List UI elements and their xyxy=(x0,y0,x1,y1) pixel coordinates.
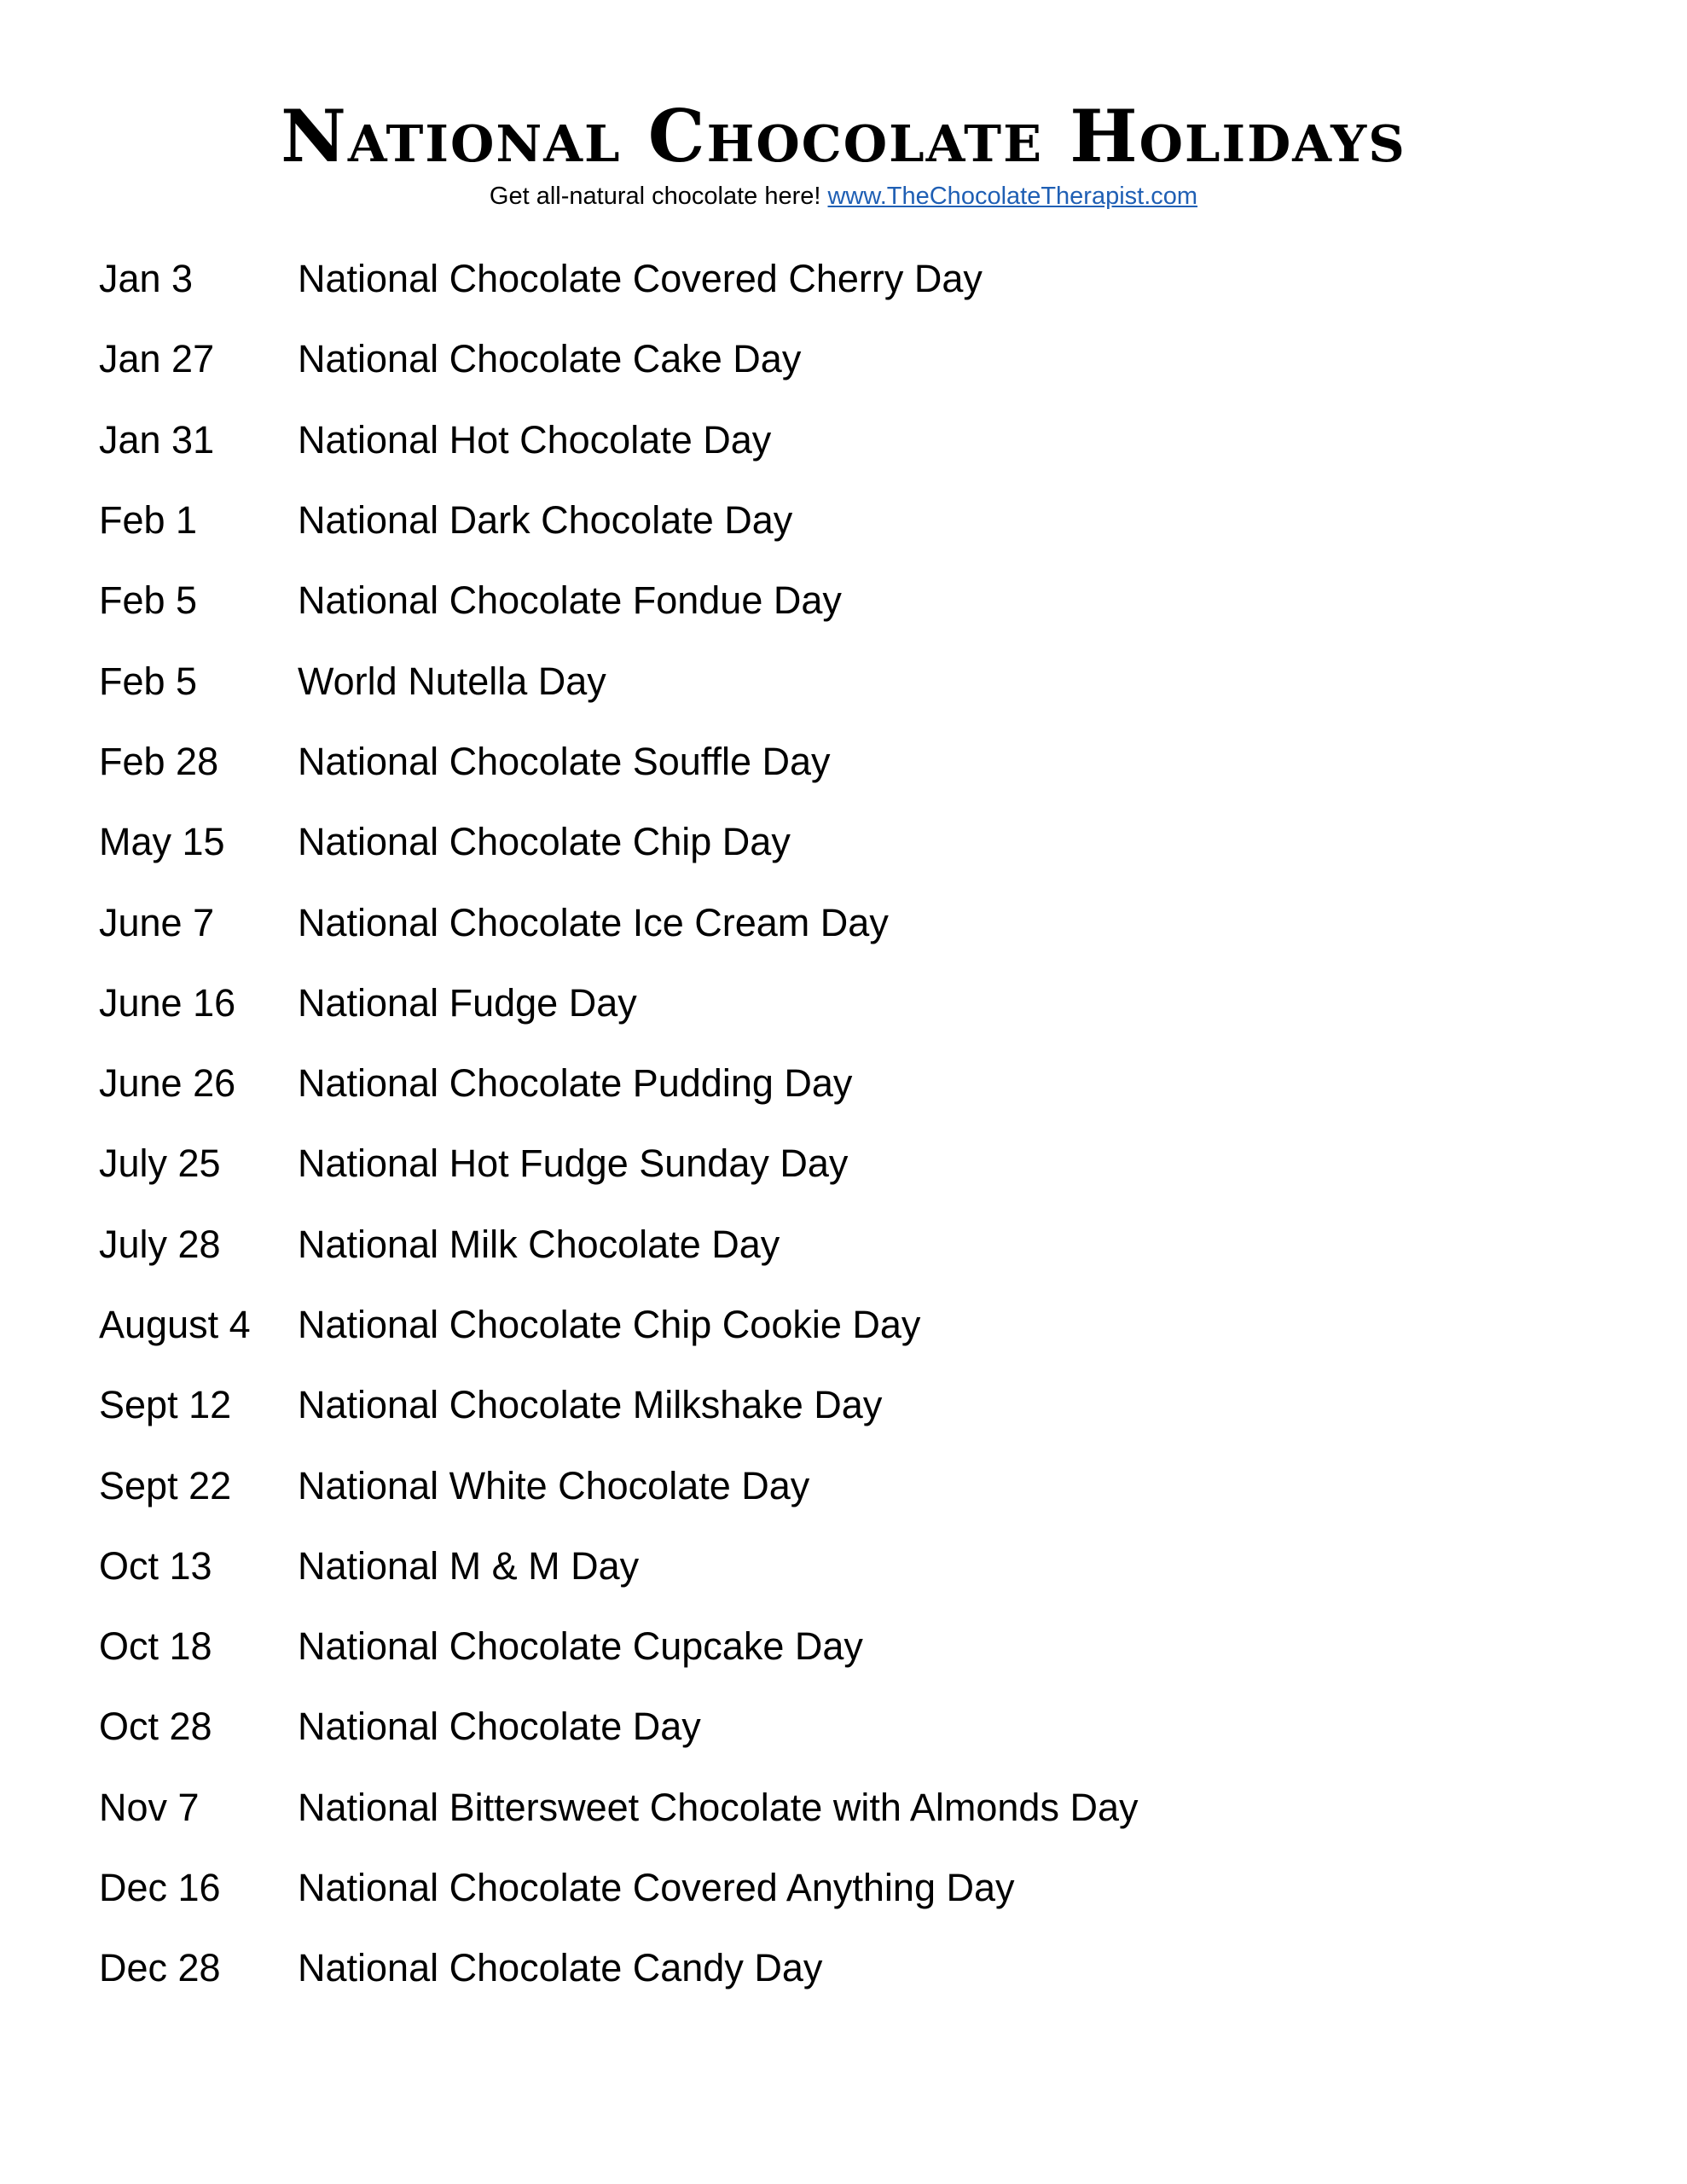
holiday-row xyxy=(99,1445,1600,1525)
holiday-date: June 26 xyxy=(99,1061,236,1106)
holiday-name: National Hot Fudge Sunday Day xyxy=(298,1141,849,1186)
holiday-name: National Chocolate Covered Cherry Day xyxy=(298,257,983,301)
holiday-row xyxy=(99,1848,1600,1928)
holiday-date: Oct 28 xyxy=(99,1705,212,1749)
holiday-row xyxy=(99,1205,1600,1285)
holiday-date: Jan 3 xyxy=(99,257,194,301)
holiday-name: National Chocolate Fondue Day xyxy=(298,578,842,623)
holiday-row xyxy=(99,400,1600,480)
holiday-row xyxy=(99,561,1600,641)
holiday-row xyxy=(99,802,1600,882)
holiday-row xyxy=(99,882,1600,962)
holiday-row xyxy=(99,1285,1600,1365)
holiday-date: Feb 5 xyxy=(99,578,198,623)
holiday-date: July 25 xyxy=(99,1141,221,1186)
holiday-date: Sept 22 xyxy=(99,1463,232,1507)
holiday-date: June 16 xyxy=(99,980,236,1025)
holiday-name: National Chocolate Pudding Day xyxy=(298,1061,853,1106)
holiday-name: World Nutella Day xyxy=(298,659,606,703)
holiday-name: National Milk Chocolate Day xyxy=(298,1222,780,1266)
holiday-row xyxy=(99,1768,1600,1848)
holiday-name: National Dark Chocolate Day xyxy=(298,498,793,543)
holiday-date: Sept 12 xyxy=(99,1383,232,1427)
holiday-name: National Chocolate Milkshake Day xyxy=(298,1383,883,1427)
holiday-row xyxy=(99,1526,1600,1606)
holiday-name: National Chocolate Cake Day xyxy=(298,337,802,381)
holiday-name: National Chocolate Chip Day xyxy=(298,820,791,864)
holiday-date: Feb 5 xyxy=(99,659,198,703)
holiday-name: National Chocolate Cupcake Day xyxy=(298,1624,863,1669)
holiday-date: Jan 31 xyxy=(99,417,215,462)
holiday-row xyxy=(99,641,1600,721)
holiday-row xyxy=(99,1365,1600,1445)
holiday-date: Oct 13 xyxy=(99,1543,212,1588)
holiday-row xyxy=(99,1124,1600,1204)
website-link[interactable]: www.TheChocolateTherapist.com xyxy=(827,183,1198,210)
holiday-name: National Hot Chocolate Day xyxy=(298,417,772,462)
subtitle-text: Get all-natural chocolate here! xyxy=(489,183,821,210)
holiday-row xyxy=(99,1928,1600,2008)
holiday-name: National Chocolate Day xyxy=(298,1705,701,1749)
holiday-name: National Fudge Day xyxy=(298,980,637,1025)
holiday-list xyxy=(99,239,1600,2009)
holiday-date: May 15 xyxy=(99,820,225,864)
holiday-date: August 4 xyxy=(99,1303,251,1346)
holiday-date: Feb 28 xyxy=(99,739,219,783)
holiday-name: National Chocolate Ice Cream Day xyxy=(298,900,889,944)
holiday-name: National Chocolate Covered Anything Day xyxy=(298,1866,1015,1910)
subtitle xyxy=(0,181,1687,212)
holiday-row xyxy=(99,319,1600,399)
holiday-date: July 28 xyxy=(99,1222,221,1266)
holiday-name: National Bittersweet Chocolate with Almonds Day xyxy=(298,1785,1139,1829)
holiday-row xyxy=(99,1043,1600,1124)
holiday-row xyxy=(99,963,1600,1043)
holiday-date: Feb 1 xyxy=(99,498,198,543)
holiday-date: Nov 7 xyxy=(99,1785,200,1829)
holiday-row xyxy=(99,722,1600,802)
holiday-date: June 7 xyxy=(99,900,215,944)
holiday-date: Oct 18 xyxy=(99,1624,212,1669)
page-title: National Chocolate Holidays xyxy=(281,94,1406,178)
holiday-name: National Chocolate Souffle Day xyxy=(298,739,831,783)
holiday-row xyxy=(99,480,1600,561)
holiday-date: Dec 28 xyxy=(99,1946,221,1990)
holiday-name: National M & M Day xyxy=(298,1543,640,1588)
holiday-date: Dec 16 xyxy=(99,1866,221,1910)
holiday-name: National Chocolate Candy Day xyxy=(298,1946,823,1990)
holiday-row xyxy=(99,1606,1600,1687)
holiday-row xyxy=(99,1687,1600,1767)
holiday-name: National White Chocolate Day xyxy=(298,1463,810,1507)
holiday-date: Jan 27 xyxy=(99,337,215,381)
holiday-name: National Chocolate Chip Cookie Day xyxy=(298,1303,921,1346)
holiday-row xyxy=(99,239,1600,319)
